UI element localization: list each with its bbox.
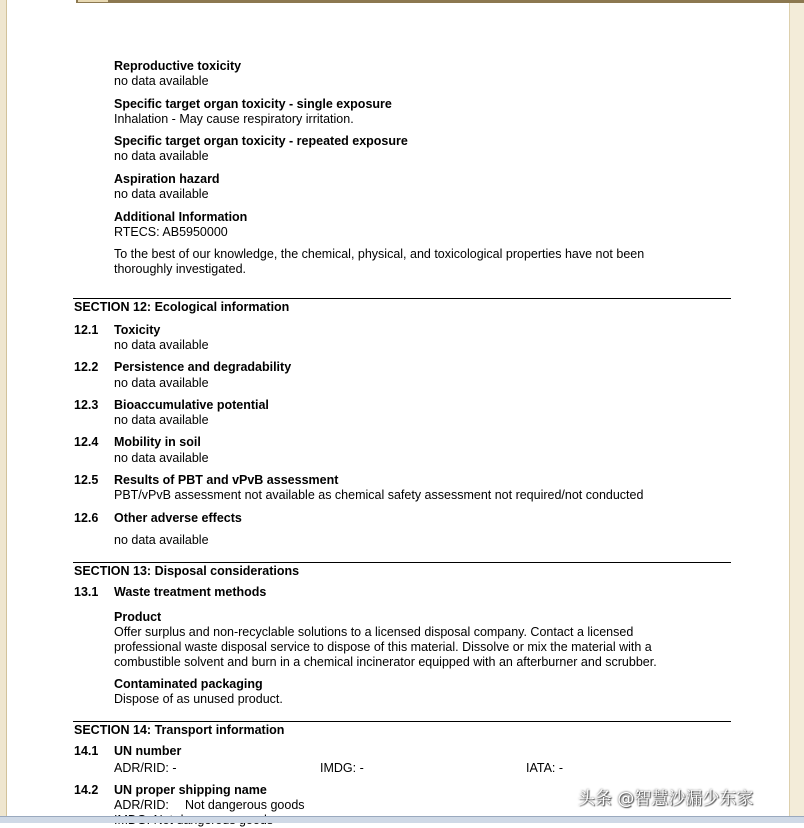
item-number: 12.1 [74, 323, 99, 337]
item-value: no data available [114, 533, 209, 547]
item-value: no data available [114, 451, 209, 465]
item-value: no data available [114, 413, 209, 427]
item-heading-bioaccumulative: Bioaccumulative potential [114, 398, 269, 412]
note-line-1: To the best of our knowledge, the chemical, physical, and toxicological properties have not been [114, 247, 645, 261]
item-heading-pbt: Results of PBT and vPvB assessment [114, 473, 339, 487]
item-heading-mobility: Mobility in soil [114, 435, 201, 449]
shipping-name-adr-label: ADR/RID: [114, 798, 169, 812]
product-line-2: professional waste disposal service to dispose of this material. Dissolve or mix the material with a [114, 640, 652, 654]
value-stot-repeated: no data available [114, 149, 209, 163]
section-divider [73, 562, 731, 563]
value-aspiration-hazard: no data available [114, 187, 209, 201]
value-rtecs: RTECS: AB5950000 [114, 225, 228, 239]
subheading-aspiration-hazard: Aspiration hazard [114, 172, 220, 186]
section-divider [73, 721, 731, 722]
shipping-name-adr-value: Not dangerous goods [185, 798, 305, 812]
subheading-reproductive-toxicity: Reproductive toxicity [114, 59, 242, 73]
un-number-imdg: IMDG: - [320, 761, 364, 775]
item-number: 12.4 [74, 435, 99, 449]
subheading-additional-information: Additional Information [114, 210, 248, 224]
section-14-title: SECTION 14: Transport information [74, 723, 285, 737]
subheading-product: Product [114, 610, 162, 624]
item-number: 12.2 [74, 360, 99, 374]
item-number: 12.3 [74, 398, 99, 412]
item-value: PBT/vPvB assessment not available as chemical safety assessment not required/not conducted [114, 488, 644, 502]
viewer-right-frame [789, 0, 804, 822]
item-heading-other-adverse: Other adverse effects [114, 511, 242, 525]
value-reproductive-toxicity: no data available [114, 74, 209, 88]
item-number: 12.6 [74, 511, 99, 525]
un-number-iata: IATA: - [526, 761, 564, 775]
item-heading-shipping-name: UN proper shipping name [114, 783, 267, 797]
value-contaminated-packaging: Dispose of as unused product. [114, 692, 283, 706]
item-value: no data available [114, 376, 209, 390]
item-heading-waste-treatment: Waste treatment methods [114, 585, 267, 599]
subheading-contaminated-packaging: Contaminated packaging [114, 677, 263, 691]
item-heading-un-number: UN number [114, 744, 182, 758]
note-line-2: thoroughly investigated. [114, 262, 247, 276]
item-heading-toxicity: Toxicity [114, 323, 161, 337]
value-stot-single: Inhalation - May cause respiratory irritation. [114, 112, 354, 126]
product-line-1: Offer surplus and non-recyclable solutions to a licensed disposal company. Contact a licensed [114, 625, 634, 639]
section-13-title: SECTION 13: Disposal considerations [74, 564, 300, 578]
item-value: no data available [114, 338, 209, 352]
item-number: 14.1 [74, 744, 99, 758]
subheading-stot-repeated: Specific target organ toxicity - repeated exposure [114, 134, 408, 148]
item-number: 14.2 [74, 783, 99, 797]
watermark-text: 头条 @智慧沙漏少东家 [578, 789, 754, 809]
section-12-title: SECTION 12: Ecological information [74, 300, 290, 314]
item-number: 12.5 [74, 473, 99, 487]
item-number: 13.1 [74, 585, 99, 599]
un-number-adr: ADR/RID: - [114, 761, 177, 775]
viewer-bottom-edge [0, 816, 804, 823]
product-line-3: combustible solvent and burn in a chemical incinerator equipped with an afterburner and scrubber. [114, 655, 657, 669]
item-heading-persistence: Persistence and degradability [114, 360, 292, 374]
section-divider [73, 298, 731, 299]
subheading-stot-single: Specific target organ toxicity - single exposure [114, 97, 392, 111]
